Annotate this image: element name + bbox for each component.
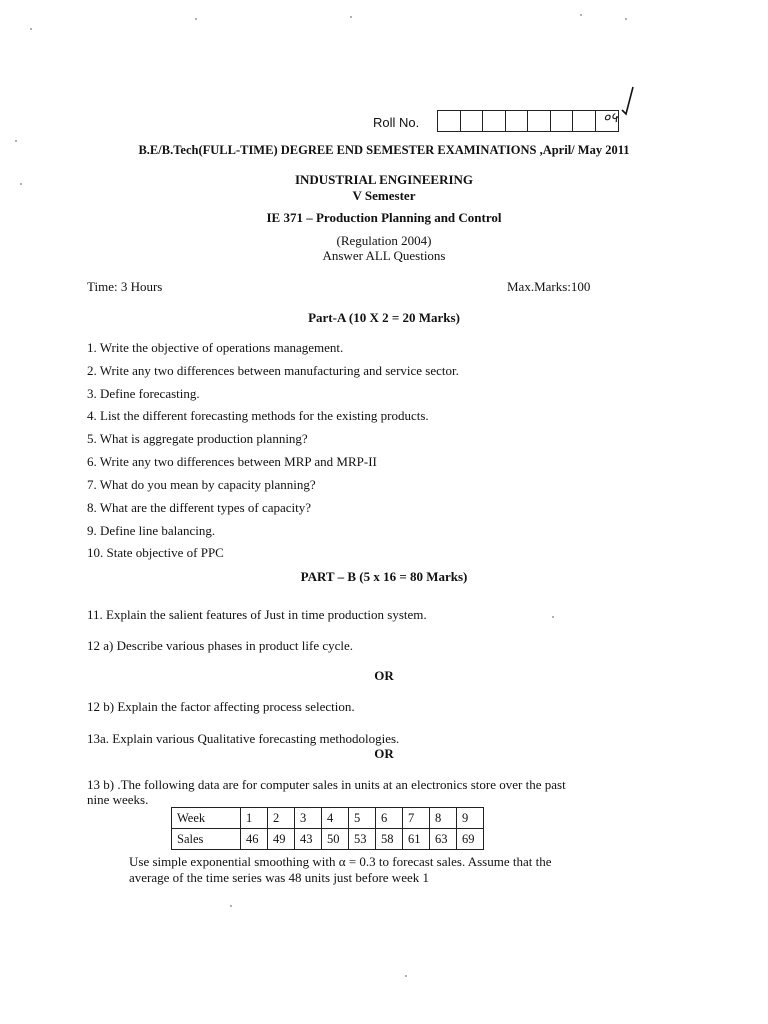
question-item: 4. List the different forecasting methods for the existing products.	[87, 408, 429, 423]
table-cell: 43	[295, 829, 322, 850]
exam-header: B.E/B.Tech(FULL-TIME) DEGREE END SEMESTER EXAMINATIONS ,April/ May 2011	[138, 143, 630, 157]
table-cell: 61	[403, 829, 430, 850]
question-item: 10. State objective of PPC	[87, 545, 224, 560]
question-13b-text: average of the time series was 48 units just before week 1	[129, 870, 429, 885]
or-separator: OR	[374, 746, 394, 761]
question-item: 8. What are the different types of capacity?	[87, 500, 312, 515]
semester-title: V Semester	[352, 188, 416, 203]
sales-data-table	[171, 807, 484, 850]
table-cell: 46	[241, 829, 268, 850]
question-13a: 13a. Explain various Qualitative forecasting methodologies.	[87, 731, 400, 746]
table-row-label: Week	[172, 808, 241, 829]
scan-speck	[15, 140, 17, 142]
table-cell: 7	[403, 808, 430, 829]
table-cell: 1	[241, 808, 268, 829]
table-row	[172, 808, 484, 829]
part-a-title: Part-A (10 X 2 = 20 Marks)	[308, 310, 460, 325]
question-11: 11. Explain the salient features of Just in time production system.	[87, 607, 427, 622]
scan-speck	[580, 14, 582, 16]
scan-speck	[30, 28, 32, 30]
scan-speck	[230, 905, 232, 907]
scan-speck	[552, 616, 554, 618]
roll-no-label: Roll No.	[373, 115, 420, 130]
table-cell: 69	[457, 829, 484, 850]
table-cell: 49	[268, 829, 295, 850]
question-item: 2. Write any two differences between manufacturing and service sector.	[87, 363, 459, 378]
part-b-title: PART – B (5 x 16 = 80 Marks)	[300, 569, 468, 584]
table-cell: 6	[376, 808, 403, 829]
table-row-label: Sales	[172, 829, 241, 850]
table-cell: 53	[349, 829, 376, 850]
scan-speck	[625, 18, 627, 20]
question-item: 7. What do you mean by capacity planning?	[87, 477, 316, 492]
table-cell: 3	[295, 808, 322, 829]
time-allowed: Time: 3 Hours	[87, 279, 163, 294]
instruction-text: Answer ALL Questions	[322, 248, 446, 263]
max-marks: Max.Marks:100	[507, 279, 591, 294]
roll-no-handwritten-mark: ०५	[603, 111, 618, 126]
question-item: 3. Define forecasting.	[87, 386, 200, 401]
pen-stroke-mark	[620, 86, 634, 118]
roll-no-cell	[506, 111, 529, 131]
question-13b-text: 13 b) .The following data are for computer sales in units at an electronics store over the past	[87, 777, 566, 792]
department-title: INDUSTRIAL ENGINEERING	[294, 172, 474, 187]
scan-speck	[195, 18, 197, 20]
roll-no-cell	[528, 111, 551, 131]
question-item: 5. What is aggregate production planning?	[87, 431, 308, 446]
table-cell: 5	[349, 808, 376, 829]
scan-speck	[405, 975, 407, 977]
table-cell: 2	[268, 808, 295, 829]
table-cell: 4	[322, 808, 349, 829]
roll-no-cell	[551, 111, 574, 131]
question-13b-text: nine weeks.	[87, 792, 149, 807]
roll-no-cell	[461, 111, 484, 131]
course-title: IE 371 – Production Planning and Control	[266, 210, 502, 225]
scan-speck	[20, 183, 22, 185]
table-cell: 63	[430, 829, 457, 850]
table-cell: 8	[430, 808, 457, 829]
or-separator: OR	[374, 668, 394, 683]
question-item: 9. Define line balancing.	[87, 523, 216, 538]
roll-no-cell	[483, 111, 506, 131]
question-12b: 12 b) Explain the factor affecting process selection.	[87, 699, 355, 714]
scan-speck	[350, 16, 352, 18]
question-13b-text: Use simple exponential smoothing with α = 0.3 to forecast sales. Assume that the	[129, 854, 552, 869]
table-cell: 50	[322, 829, 349, 850]
roll-no-cell	[573, 111, 596, 131]
question-12a: 12 a) Describe various phases in product life cycle.	[87, 638, 354, 653]
table-row	[172, 829, 484, 850]
roll-no-cell	[438, 111, 461, 131]
question-item: 6. Write any two differences between MRP and MRP-II	[87, 454, 377, 469]
table-cell: 58	[376, 829, 403, 850]
question-item: 1. Write the objective of operations management.	[87, 340, 344, 355]
table-cell: 9	[457, 808, 484, 829]
regulation-text: (Regulation 2004)	[336, 233, 432, 248]
roll-no-boxes	[437, 110, 619, 132]
